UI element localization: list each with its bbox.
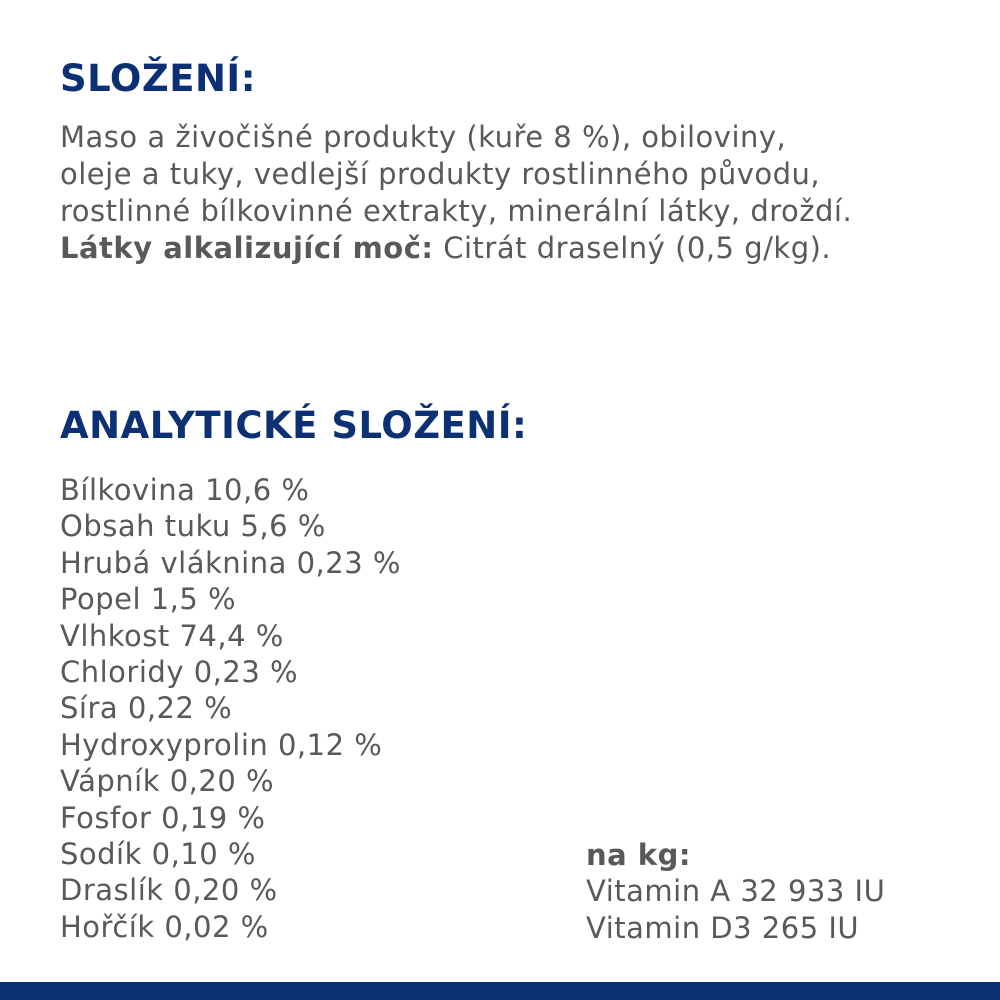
per-kg-label: na kg: [586, 838, 691, 872]
analytical-item: Chloridy 0,23 % [60, 655, 299, 690]
analytical-heading: ANALYTICKÉ SLOŽENÍ: [60, 404, 528, 447]
analytical-item: Sodík 0,10 % [60, 837, 256, 872]
vitamin-item: Vitamin D3 265 IU [586, 910, 860, 945]
analytical-item: Hydroxyprolin 0,12 % [60, 727, 383, 762]
analytical-item: Fosfor 0,19 % [60, 800, 266, 835]
analytical-item: Síra 0,22 % [60, 691, 233, 726]
composition-heading: SLOŽENÍ: [60, 57, 256, 100]
analytical-item: Vlhkost 74,4 % [60, 618, 284, 653]
composition-line: oleje a tuky, vedlejší produkty rostlinného původu, [60, 157, 821, 191]
alkalizing-label: Látky alkalizující moč: [60, 231, 434, 265]
analytical-item: Hořčík 0,02 % [60, 909, 269, 944]
composition-text [60, 119, 990, 267]
analytical-item: Obsah tuku 5,6 % [60, 509, 326, 544]
analytical-item: Vápník 0,20 % [60, 764, 275, 799]
composition-line: Maso a živočišné produkty (kuře 8 %), obiloviny, [60, 120, 787, 154]
per-kg-block [586, 837, 885, 946]
bottom-bar [0, 982, 1000, 1000]
composition-line: rostlinné bílkovinné extrakty, minerální látky, droždí. [60, 194, 853, 228]
vitamin-item: Vitamin A 32 933 IU [586, 874, 886, 909]
analytical-item: Popel 1,5 % [60, 582, 237, 617]
analytical-item: Hrubá vláknina 0,23 % [60, 545, 401, 580]
alkalizing-value: Citrát draselný (0,5 g/kg). [433, 231, 832, 265]
analytical-list [60, 472, 401, 945]
analytical-item: Draslík 0,20 % [60, 873, 278, 908]
alkalizing-line [60, 230, 990, 267]
analytical-item: Bílkovina 10,6 % [60, 473, 310, 507]
